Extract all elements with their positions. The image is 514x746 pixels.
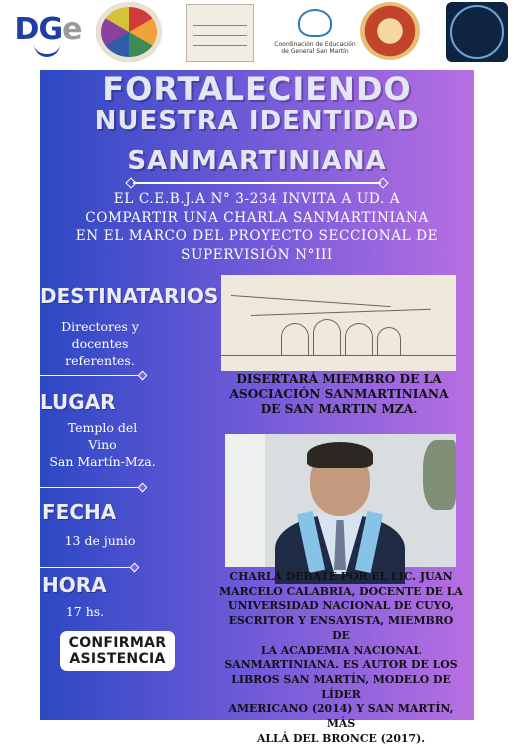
destinatarios-text [40,318,160,369]
destinatarios-line: Directores y [61,319,139,334]
confirm-line: CONFIRMAR [68,635,167,651]
destinatarios-heading: DESTINATARIOS [40,284,219,308]
lugar-line: San Martín-Mza. [49,454,156,469]
horse-emblem-icon [298,9,332,37]
mosaic-logo [96,2,162,62]
invitation-line: SUPERVISIÓN N°III [181,246,333,263]
confirm-attendance-button[interactable] [60,631,175,671]
invitation-text [52,190,462,264]
speaker-line: DE SAN MARTIN MZA. [260,402,418,416]
san-martin-coordination-logo [270,2,360,62]
lugar-heading: LUGAR [40,390,116,414]
logo-strip [0,0,514,64]
destinatarios-line: docentes [71,336,129,351]
speaker-bio [218,570,464,746]
speaker-portrait [225,434,456,567]
bio-line: LIBROS SAN MARTÍN, MODELO DE LÍDER [231,672,451,701]
destinatarios-line: referentes. [65,353,135,368]
title-line-1: FORTALECIENDO [102,70,412,108]
title-underline [133,182,381,184]
sketch-image [221,275,456,371]
bio-line: AMERICANO (2014) Y SAN MARTÍN, MÁS [228,702,454,731]
bio-line: SANMARTINIANA. ES AUTOR DE LOS [224,658,458,672]
book-icon [34,44,60,57]
dge-logo [8,6,88,52]
hora-heading: HORA [42,573,107,597]
title-line-2: NUESTRA IDENTIDAD [94,106,420,136]
circular-badge-logo [446,2,508,62]
building-sketch-logo [186,4,254,62]
invitation-line: COMPARTIR UNA CHARLA SANMARTINIANA [85,209,429,226]
title-line-3: SANMARTINIANA [127,146,387,176]
lugar-line: Vino [88,437,117,452]
fecha-heading: FECHA [42,500,117,524]
bio-line: UNIVERSIDAD NACIONAL DE CUYO, [227,599,455,613]
san-martin-coordination-caption: Coordinación de Educación de General San Martín [274,41,356,55]
invitation-line: EN EL MARCO DEL PROYECTO SECCIONAL DE [75,228,439,244]
lugar-line: Templo del [67,420,138,435]
speaker-line: ASOCIACIÓN SANMARTINIANA [229,387,449,401]
dge-logo-e: e [62,11,82,47]
speaker-line: DISERTARÁ MIEMBRO DE LA [236,372,442,386]
bio-line: LA ACADEMIA NACIONAL [260,643,422,657]
event-poster [40,70,474,745]
invitation-line: EL C.E.B.J.A N° 3-234 INVITA A UD. A [113,191,401,207]
confirm-line: ASISTENCIA [69,651,166,667]
lugar-text [40,419,165,470]
section-divider [40,487,142,488]
bio-line: MARCELO CALABRIA, DOCENTE DE LA [219,584,463,598]
hora-value: 17 hs. [65,604,105,619]
speaker-announcement [226,372,452,417]
bio-line: CHARLA DEBATE POR EL LIC. JUAN [229,570,453,583]
bio-line: ESCRITOR Y ENSAYISTA, MIEMBRO DE [228,614,454,642]
dge-logo-text: DG [14,11,63,47]
section-divider [40,567,134,568]
fecha-value: 13 de junio [64,533,136,548]
section-divider [40,375,142,376]
official-seal-logo [360,2,420,60]
bio-line: ALLÁ DEL BRONCE (2017). [256,731,426,745]
